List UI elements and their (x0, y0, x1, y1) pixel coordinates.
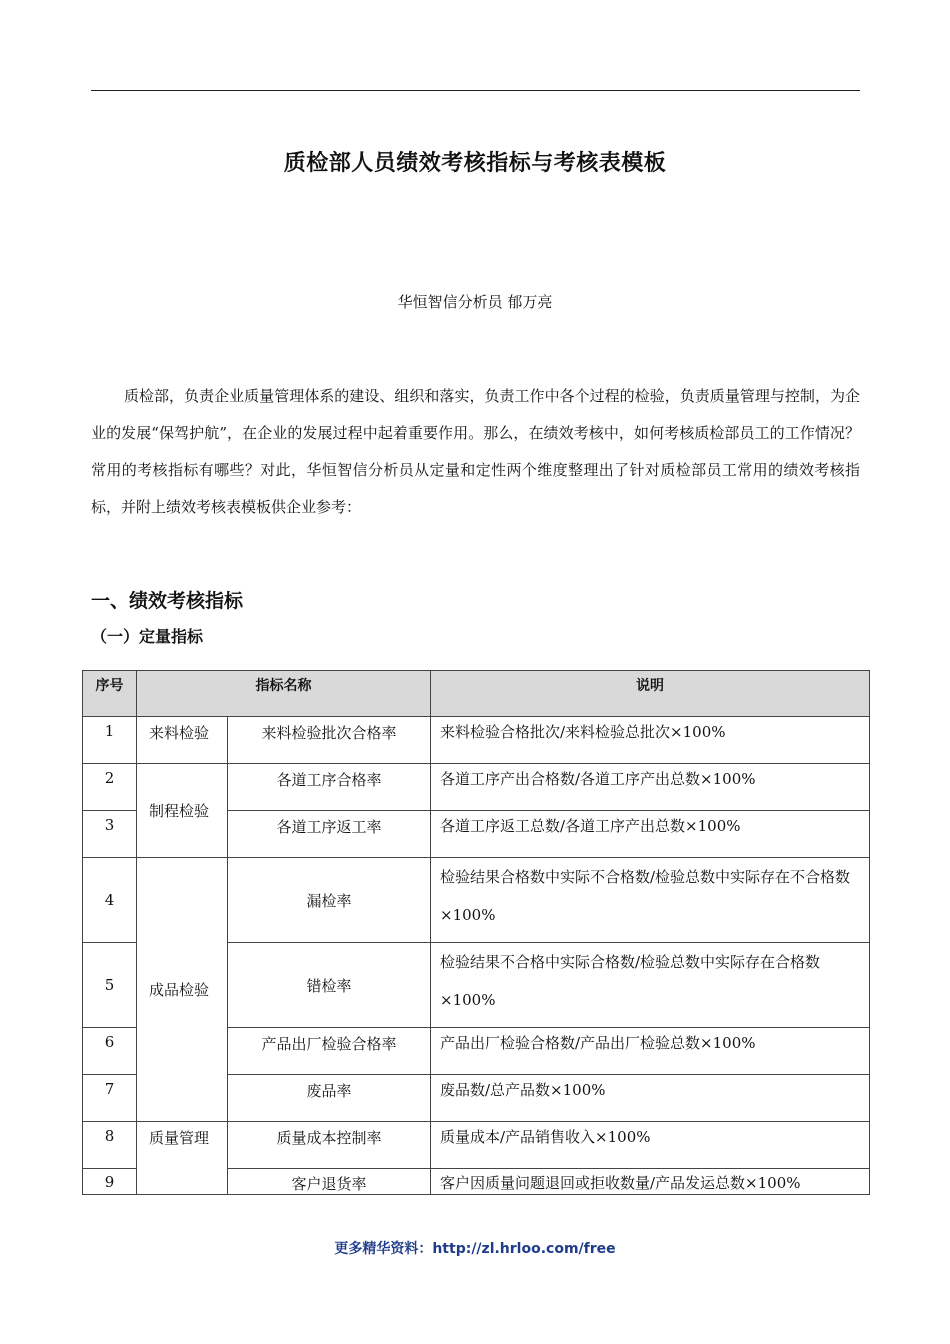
indicator-name: 错检率 (228, 943, 431, 1028)
indicator-description: 检验结果不合格中实际合格数/检验总数中实际存在合格数×100% (431, 943, 870, 1028)
indicator-description: 各道工序返工总数/各道工序产出总数×100% (431, 811, 870, 858)
indicator-name: 漏检率 (228, 858, 431, 943)
header-no: 序号 (83, 671, 137, 717)
indicator-description: 质量成本/产品销售收入×100% (431, 1122, 870, 1169)
indicator-name: 各道工序返工率 (228, 811, 431, 858)
row-no: 3 (83, 811, 137, 858)
indicator-name: 客户退货率 (228, 1169, 431, 1195)
kpi-table (82, 670, 870, 1195)
row-no: 1 (83, 717, 137, 764)
author-line: 华恒智信分析员 郁万亮 (397, 293, 553, 311)
row-no: 7 (83, 1075, 137, 1122)
indicator-name: 产品出厂检验合格率 (228, 1028, 431, 1075)
row-no: 4 (83, 858, 137, 943)
indicator-description: 各道工序产出合格数/各道工序产出总数×100% (431, 764, 870, 811)
table-row (83, 1122, 870, 1169)
header-rule (91, 90, 860, 91)
subsection-heading: （一）定量指标 (91, 627, 204, 646)
indicator-description: 检验结果合格数中实际不合格数/检验总数中实际存在不合格数×100% (431, 858, 870, 943)
row-no: 8 (83, 1122, 137, 1169)
row-no: 6 (83, 1028, 137, 1075)
indicator-description: 来料检验合格批次/来料检验总批次×100% (431, 717, 870, 764)
indicator-description: 产品出厂检验合格数/产品出厂检验总数×100% (431, 1028, 870, 1075)
header-indicator: 指标名称 (137, 671, 431, 717)
footer-link[interactable]: 更多精华资料：http://zl.hrloo.com/free (334, 1241, 616, 1257)
table-header-row (83, 671, 870, 717)
row-no: 9 (83, 1169, 137, 1195)
document-title: 质检部人员绩效考核指标与考核表模板 (283, 151, 667, 176)
row-no: 5 (83, 943, 137, 1028)
indicator-description: 废品数/总产品数×100% (431, 1075, 870, 1122)
category-finished: 成品检验 (137, 858, 228, 1122)
indicator-name: 各道工序合格率 (228, 764, 431, 811)
indicator-name: 废品率 (228, 1075, 431, 1122)
row-no: 2 (83, 764, 137, 811)
category-incoming: 来料检验 (137, 717, 228, 764)
indicator-name: 来料检验批次合格率 (228, 717, 431, 764)
header-description: 说明 (431, 671, 870, 717)
category-quality: 质量管理 (137, 1122, 228, 1195)
indicator-description: 客户因质量问题退回或拒收数量/产品发运总数×100% (431, 1169, 870, 1195)
table-row (83, 717, 870, 764)
intro-paragraph: 质检部，负责企业质量管理体系的建设、组织和落实，负责工作中各个过程的检验，负责质量管理与控制，为企业的发展“保驾护航”，在企业的发展过程中起着重要作用。那么，在绩效考核中，如何考核质检部员工的工作情况？常用的考核指标有哪些？对此，华恒智信分析员从定量和定性两个维度整理出了针对质检部员工常用的绩效考核指标，并附上绩效考核表模板供企业参考： (91, 387, 860, 516)
indicator-name: 质量成本控制率 (228, 1122, 431, 1169)
section-heading: 一、绩效考核指标 (91, 590, 244, 612)
category-process: 制程检验 (137, 764, 228, 858)
table-row (83, 764, 870, 811)
table-row (83, 858, 870, 943)
